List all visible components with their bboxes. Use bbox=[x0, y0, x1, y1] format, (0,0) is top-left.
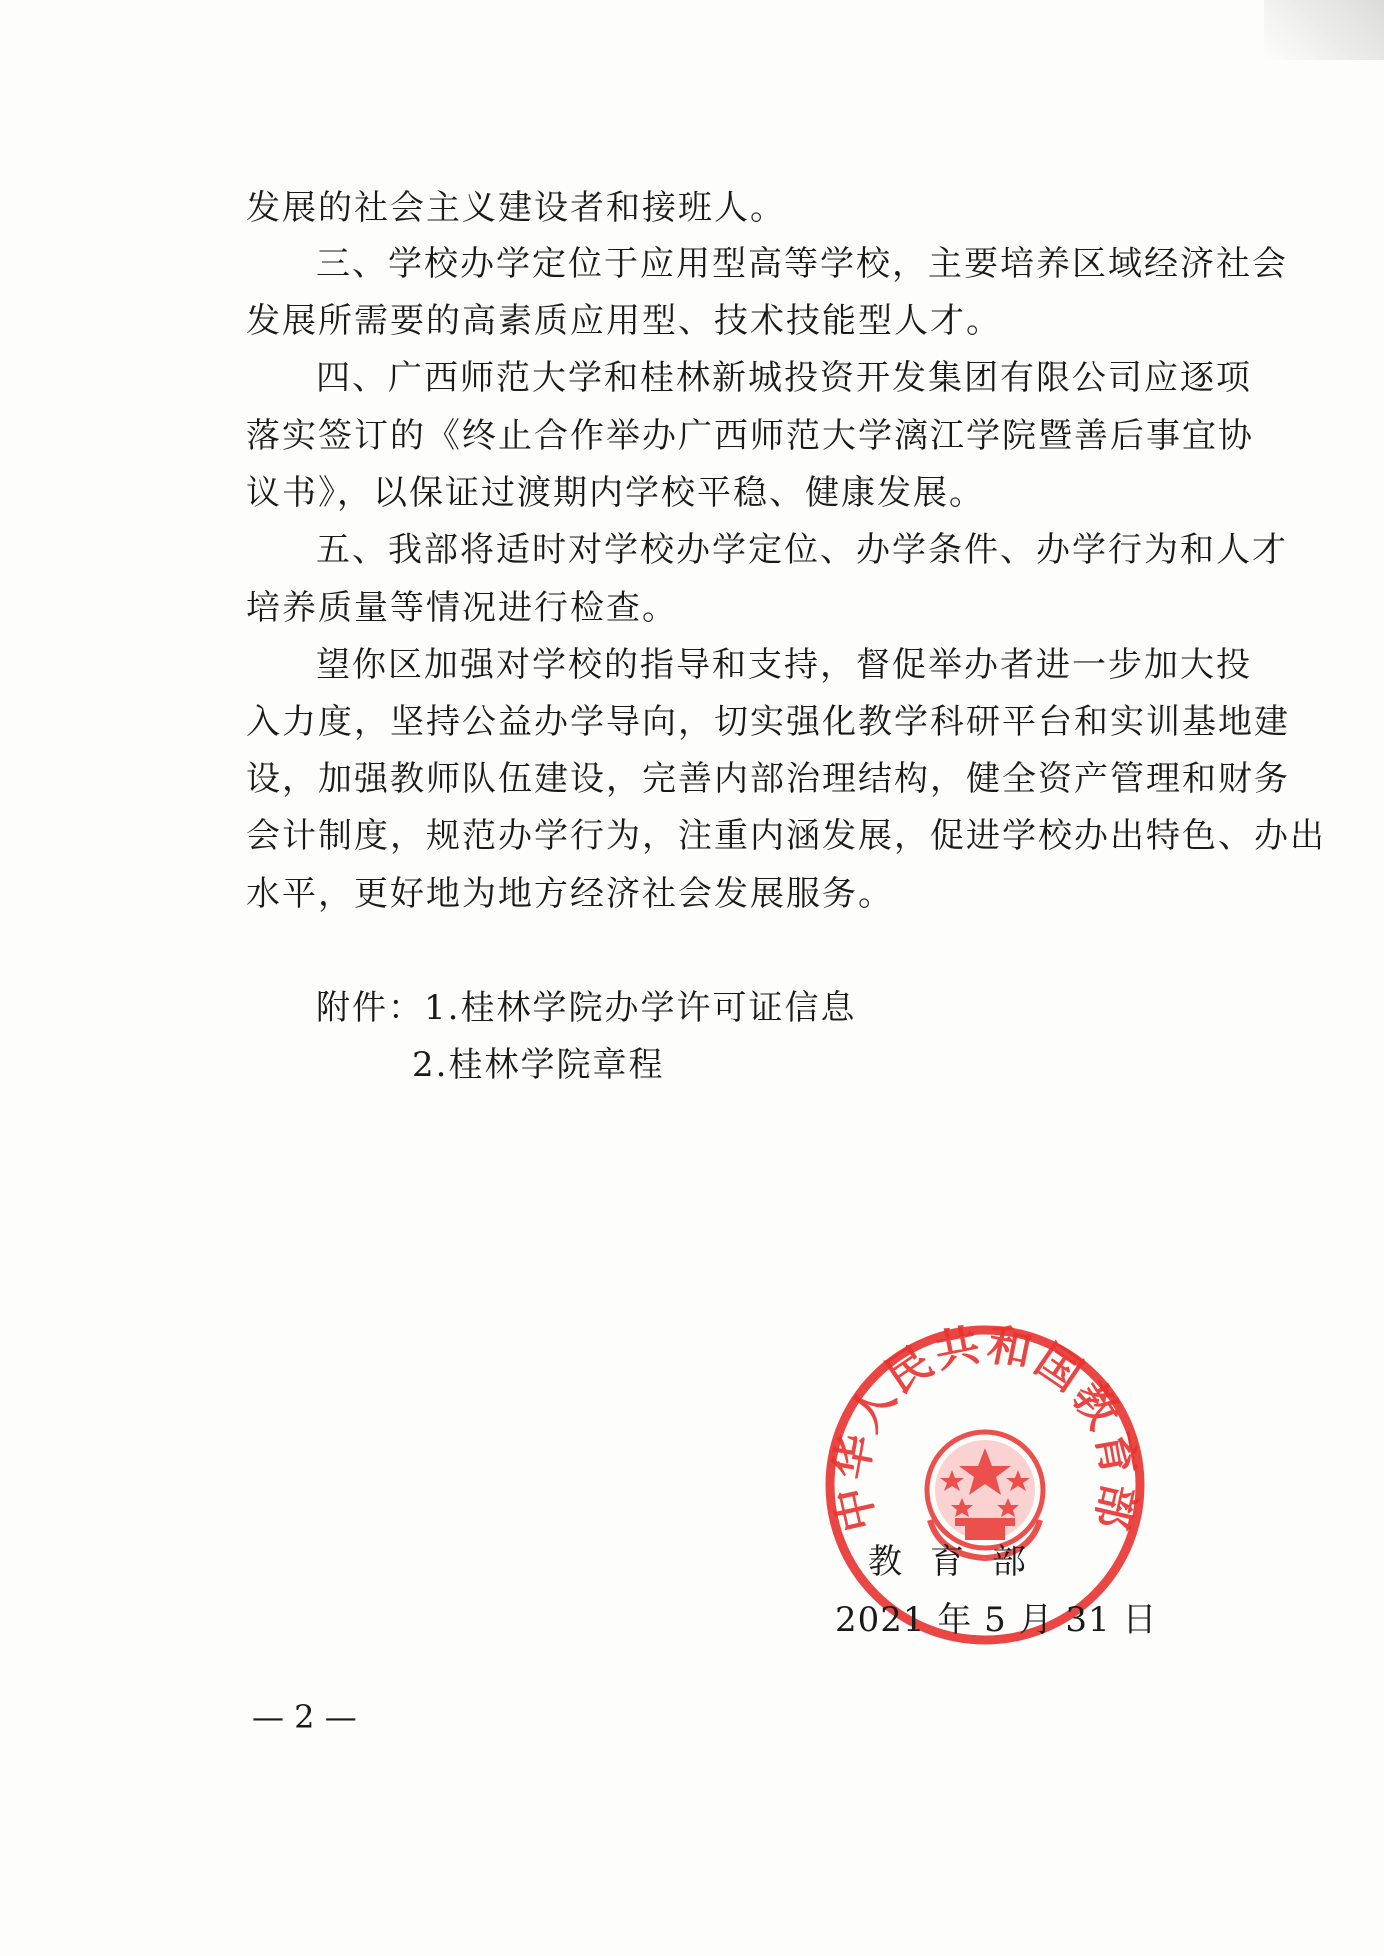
page-number: — 2 — bbox=[252, 1698, 357, 1736]
scan-corner-shadow bbox=[1264, 0, 1384, 60]
paragraph-6-line-5: 水平，更好地为地方经济社会发展服务。 bbox=[246, 874, 894, 914]
issue-date: 2021 年 5 月 31 日 bbox=[835, 1600, 1158, 1640]
attachment-line-1: 附件：1.桂林学院办学许可证信息 bbox=[316, 988, 857, 1028]
paragraph-6-line-1: 望你区加强对学校的指导和支持，督促举办者进一步加大投 bbox=[316, 645, 1252, 685]
paragraph-4-line-3: 议书》，以保证过渡期内学校平稳、健康发展。 bbox=[246, 473, 985, 513]
paragraph-4-line-2: 落实签订的《终止合作举办广西师范大学漓江学院暨善后事宜协 bbox=[246, 416, 1254, 456]
paragraph-5-line-2: 培养质量等情况进行检查。 bbox=[246, 588, 678, 628]
paragraph-6-line-2: 入力度，坚持公益办学导向，切实强化教学科研平台和实训基地建 bbox=[246, 702, 1290, 742]
paragraph-3-line-2: 发展所需要的高素质应用型、技术技能型人才。 bbox=[246, 301, 1002, 341]
issuer-signature: 教育部 bbox=[868, 1542, 1054, 1582]
paragraph-3-line-1: 三、学校办学定位于应用型高等学校，主要培养区域经济社会 bbox=[316, 244, 1288, 284]
paragraph-6-line-3: 设，加强教师队伍建设，完善内部治理结构，健全资产管理和财务 bbox=[246, 759, 1290, 799]
seal-text: 中华人民共和国教育部 bbox=[825, 1320, 1145, 1537]
paragraph-6-line-4: 会计制度，规范办学行为，注重内涵发展，促进学校办出特色、办出 bbox=[246, 816, 1326, 856]
attachment-line-2: 2.桂林学院章程 bbox=[412, 1045, 665, 1085]
paragraph-5-line-1: 五、我部将适时对学校办学定位、办学条件、办学行为和人才 bbox=[316, 530, 1288, 570]
paragraph-4-line-1: 四、广西师范大学和桂林新城投资开发集团有限公司应逐项 bbox=[316, 358, 1252, 398]
paragraph-0-line-1: 发展的社会主义建设者和接班人。 bbox=[246, 188, 786, 228]
